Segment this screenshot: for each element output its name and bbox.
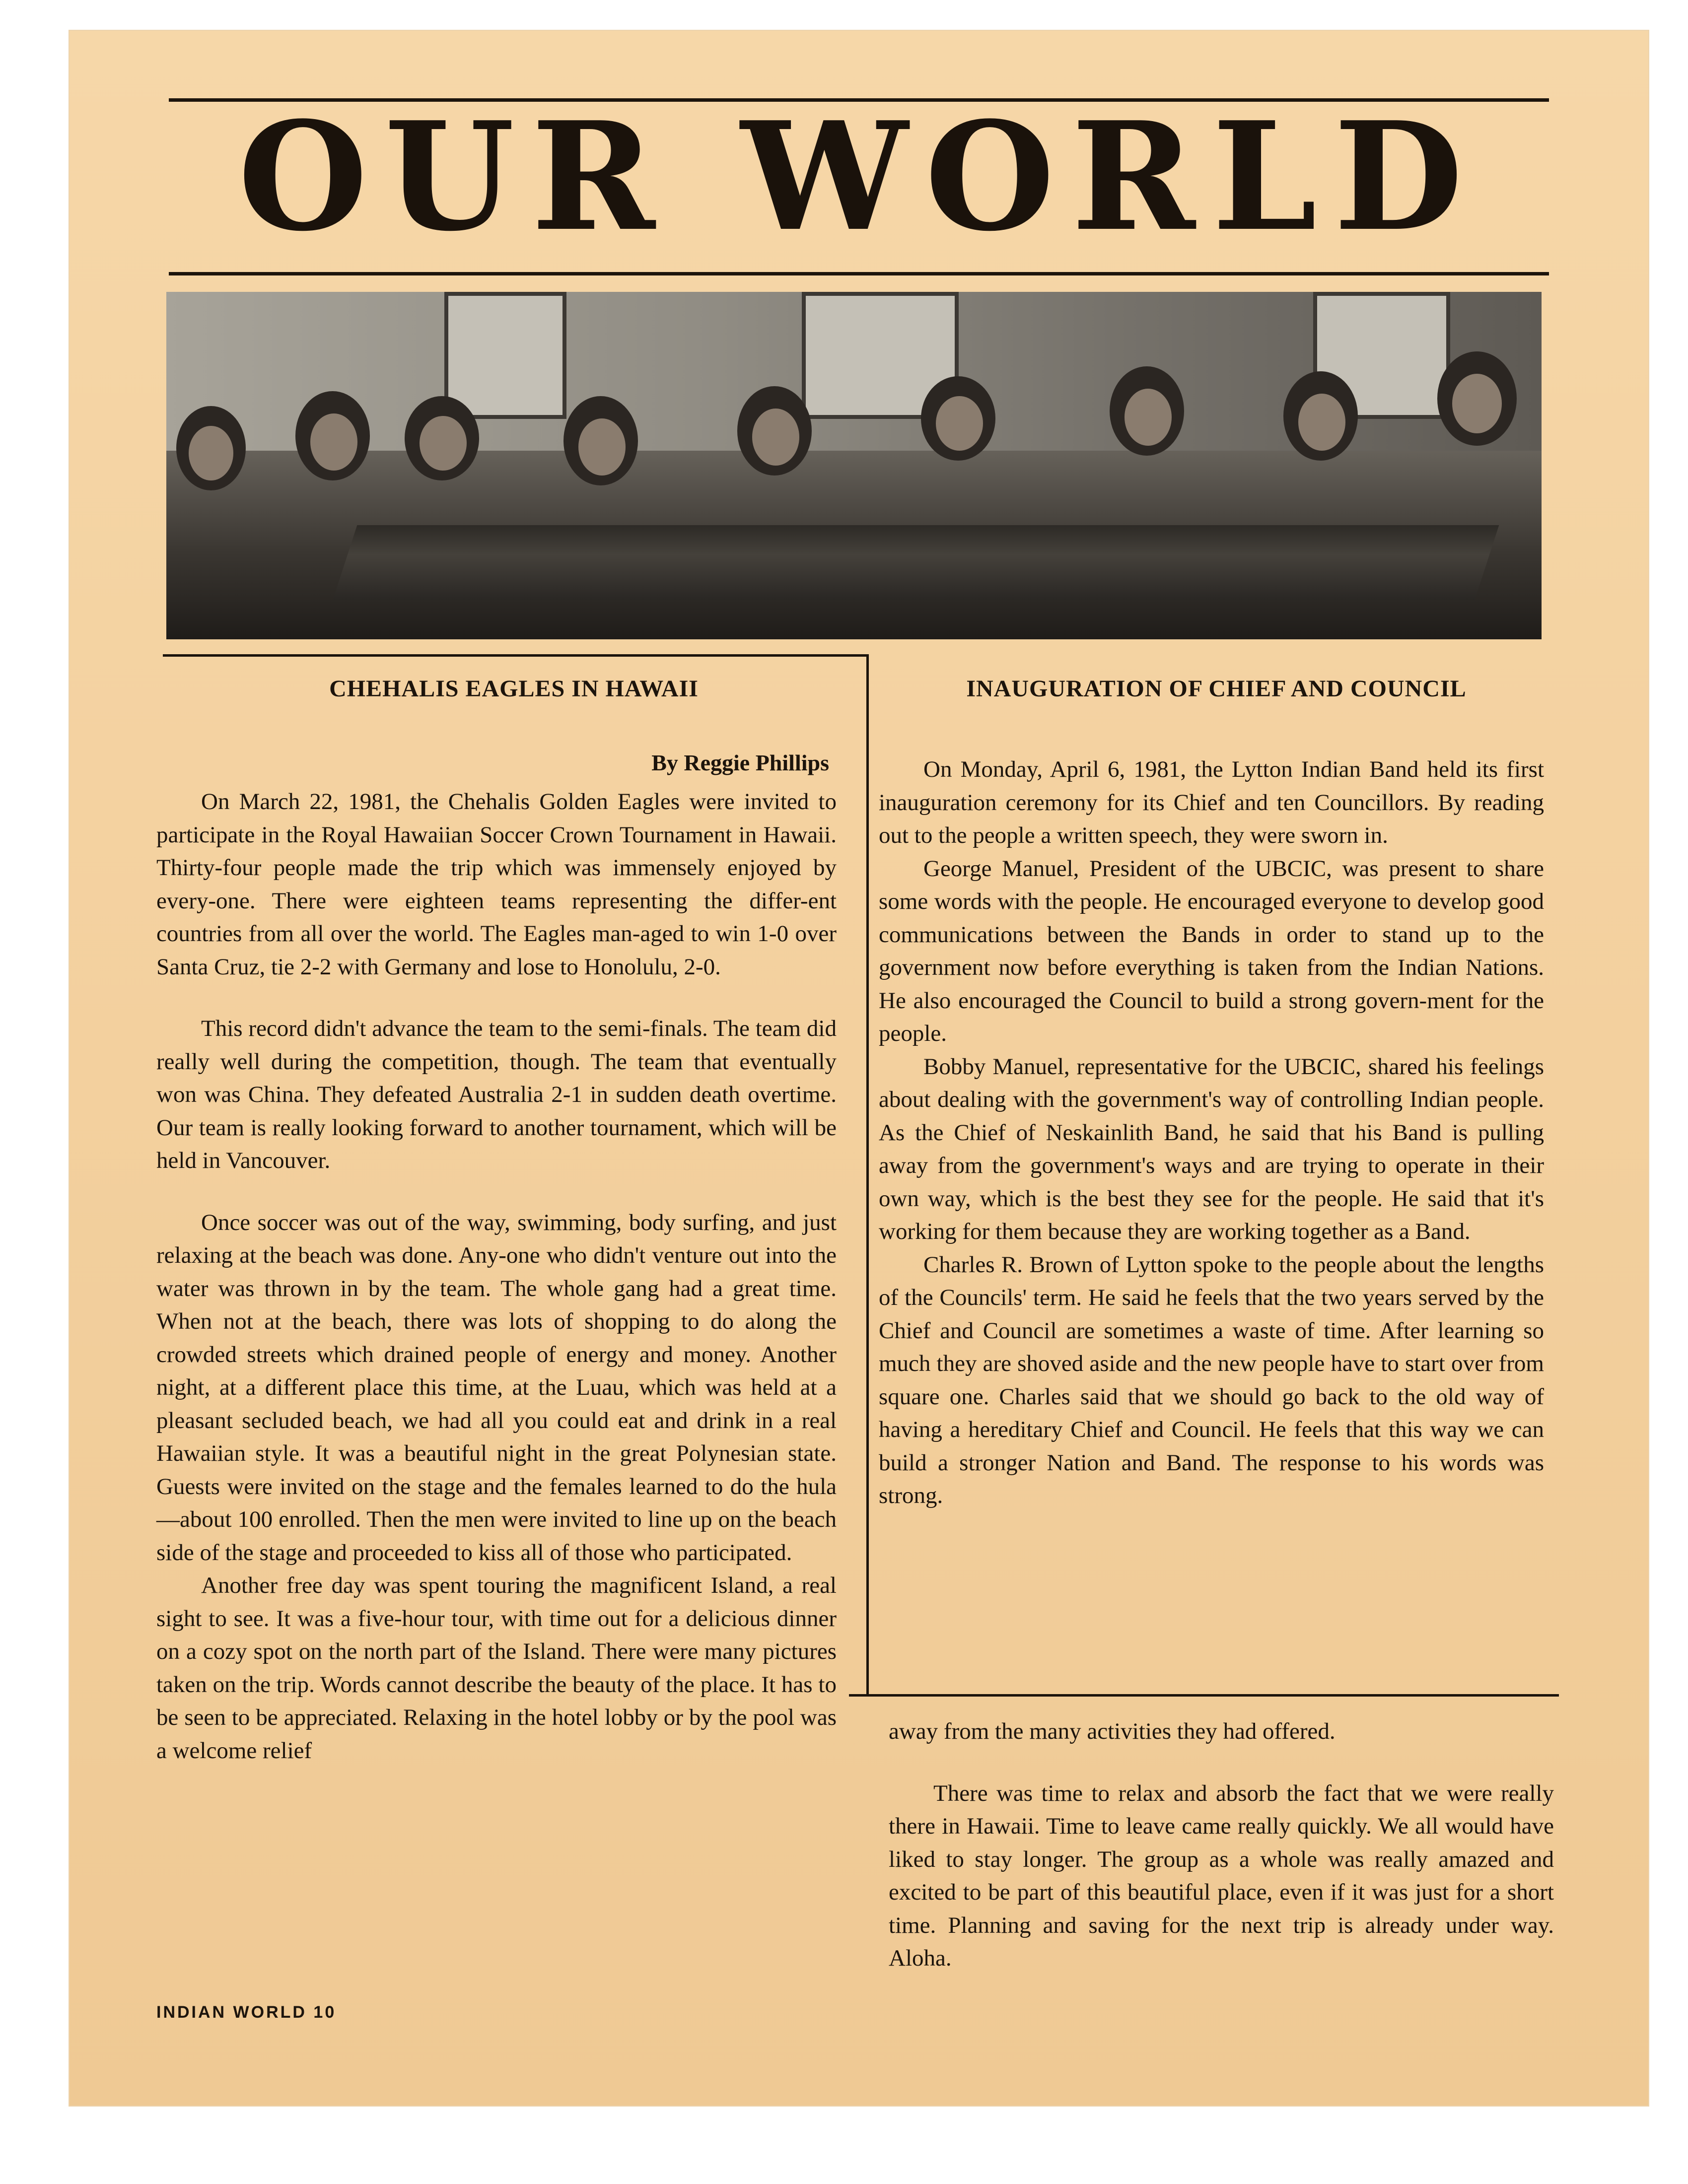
continuation-body	[889, 1715, 1554, 1975]
paragraph: Once soccer was out of the way, swimming, body surfing, and just relaxing at the beach was done. Any-one who didn't venture out into the water was thrown in by the team. The whole gang had a great time. When not at the beach, there was lots of shopping to do along the crowded streets which drained people of energy and money. Another night, at a different place this time, at the Luau, which was held at a pleasant secluded beach, we had all you could eat and drink in a real Hawaiian style. It was a beautiful night in the great Polynesian state. Guests were invited on the stage and the females learned to do the hula—about 100 enrolled. Then the men were invited to line up on the beach side of the stage and proceeded to kiss all of those who participated.	[156, 1209, 837, 1566]
photo-face	[752, 409, 799, 466]
paragraph: There was time to relax and absorb the fact that we were really there in Hawaii. Time to leave came really quickly. We all would have liked to stay longer. The group as a whole was really amazed and excited to be part of this beautiful place, even if it was just for a short time. Planning and saving for the next trip is already under way. Aloha.	[889, 1780, 1554, 1971]
right-article-headline: INAUGURATION OF CHIEF AND COUNCIL	[966, 676, 1467, 702]
photo-face	[420, 416, 467, 471]
photo-window	[444, 292, 566, 419]
photo-face	[578, 418, 626, 476]
left-article-headline: CHEHALIS EAGLES IN HAWAII	[329, 676, 699, 702]
photo-table	[333, 525, 1499, 600]
paragraph: George Manuel, President of the UBCIC, was present to share some words with the people. He encouraged everyone to develop good communications between the Bands in order to stand up to the government now before everything is taken from the Indian Nations. He also encouraged the Council to build a strong govern-ment for the people.	[879, 855, 1544, 1046]
photo-face	[189, 426, 233, 480]
paragraph: On Monday, April 6, 1981, the Lytton Indian Band held its first inauguration ceremony for its Chief and ten Councillors. By reading out to the people a written speech, they were sworn in.	[879, 756, 1544, 848]
masthead-title: OUR WORLD	[238, 88, 1480, 264]
left-article-top-rule	[163, 654, 869, 657]
group-photo	[166, 292, 1542, 639]
photo-face	[310, 413, 357, 471]
masthead-bottom-rule	[169, 272, 1549, 275]
page-footer: INDIAN WORLD 10	[156, 2003, 337, 2022]
photo-face	[1298, 394, 1345, 451]
paragraph: On March 22, 1981, the Chehalis Golden Eagles were invited to participate in the Royal Hawaiian Soccer Crown Tournament in Hawaii. Thirty-four people made the trip which was immensely enjoyed by every-one. There were eighteen teams representing the differ-ent countries from all over the world. The Eagles man-aged to win 1-0 over Santa Cruz, tie 2-2 with Germany and lose to Honolulu, 2-0.	[156, 789, 837, 980]
paragraph: This record didn't advance the team to the semi-finals. The team did really well during the competition, though. The team that eventually won was China. They defeated Australia 2-1 in sudden death overtime. Our team is really looking forward to another tournament, which will be held in Vancouver.	[156, 1016, 837, 1173]
photo-face	[936, 396, 983, 451]
paragraph: Charles R. Brown of Lytton spoke to the people about the lengths of the Councils' term. He said he feels that the two years served by the Chief and Council are sometimes a waste of time. After learning so much they are shoved aside and the new people have to start over from square one. Charles said that we should go back to the old way of having a hereditary Chief and Council. He feels that this way we can build a stronger Nation and Band. The response to his words was strong.	[879, 1251, 1544, 1508]
right-article-body	[879, 753, 1544, 1512]
photo-face	[1452, 374, 1502, 433]
photo-face	[1125, 389, 1172, 446]
right-article-bottom-rule	[849, 1694, 1559, 1697]
left-article-byline: By Reggie Phillips	[651, 750, 829, 775]
column-divider	[866, 654, 869, 1697]
paragraph: Bobby Manuel, representative for the UBCIC, shared his feelings about dealing with the government's way of controlling Indian people. As the Chief of Neskainlith Band, he said that his Band is pulling away from the government's ways and are trying to operate in their own way, which is the best they see for the people. He said that it's working for them because they are working together as a Band.	[879, 1053, 1544, 1244]
paragraph: Another free day was spent touring the magnificent Island, a real sight to see. It was a five-hour tour, with time out for a delicious dinner on a cozy spot on the north part of the Island. There were many pictures taken on the trip. Words cannot describe the beauty of the place. It has to be seen to be appreciated. Relaxing in the hotel lobby or by the pool was a welcome relief	[156, 1572, 837, 1764]
left-article-body	[156, 785, 837, 1767]
paragraph: away from the many activities they had offered.	[889, 1718, 1336, 1744]
